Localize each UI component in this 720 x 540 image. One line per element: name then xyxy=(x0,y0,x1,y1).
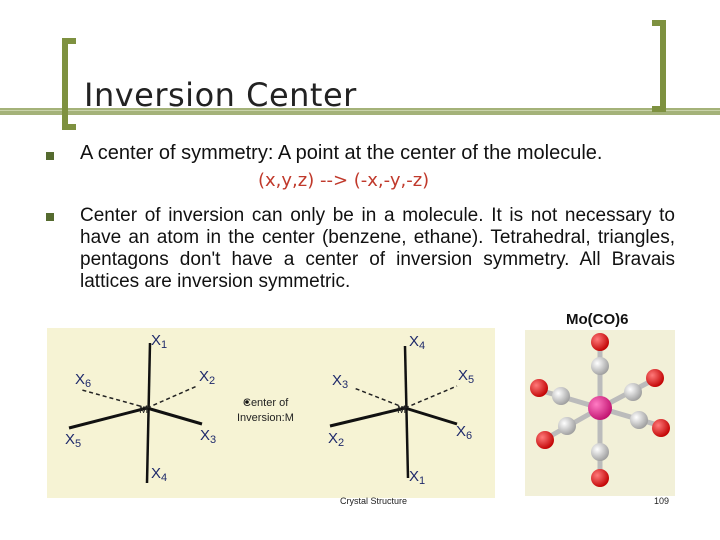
bullet-2-text: Center of inversion can only be in a molecule. It is not necessary to have an atom in the center (benzene, ethane). Tetrahedral, triangles, pentagons don't have a center of inversion symmetry. All Bravais lattices are inversion symmetric. xyxy=(80,205,675,292)
right-x4-label: $X_4$ xyxy=(409,333,426,352)
left-x2-label: $X_2$ xyxy=(199,368,216,387)
left-x3-label: $X_3$ xyxy=(200,427,217,446)
slide-title: Inversion Center xyxy=(84,76,357,114)
bullet-square-icon xyxy=(46,213,54,221)
left-octahedron xyxy=(65,332,216,484)
inversion-diagram xyxy=(47,328,495,498)
left-x1-label: $X_1$ xyxy=(151,332,168,351)
right-x6-label: $X_6$ xyxy=(456,423,473,442)
right-x3-label: $X_3$ xyxy=(332,372,349,391)
left-bracket xyxy=(62,38,76,130)
footer-text: Crystal Structure xyxy=(340,496,408,506)
bullet-square-icon xyxy=(46,152,54,160)
right-m-label: M xyxy=(397,404,407,416)
center-label-line-1: Center of xyxy=(243,397,289,409)
right-x1-label: $X_1$ xyxy=(409,468,426,487)
left-x6-label: $X_6$ xyxy=(75,371,92,390)
page-number: 109 xyxy=(654,496,670,506)
right-bracket xyxy=(652,20,666,112)
left-m-label: M xyxy=(139,404,149,416)
molecule-label: Mo(CO)6 xyxy=(566,311,629,328)
right-x5-label: $X_5$ xyxy=(458,367,475,386)
bullet-1-text: A center of symmetry: A point at the center of the molecule. xyxy=(80,142,603,164)
left-x4-label: $X_4$ xyxy=(151,465,168,484)
right-x2-label: $X_2$ xyxy=(328,430,345,449)
right-octahedron xyxy=(328,333,474,487)
mo-co6-molecule-model xyxy=(525,330,675,496)
inversion-formula: (x,y,z) --> (-x,-y,-z) xyxy=(258,170,430,191)
center-label-line-2: Inversion:M xyxy=(237,412,294,424)
center-of-inversion-label xyxy=(237,397,294,424)
left-x5-label: $X_5$ xyxy=(65,431,82,450)
